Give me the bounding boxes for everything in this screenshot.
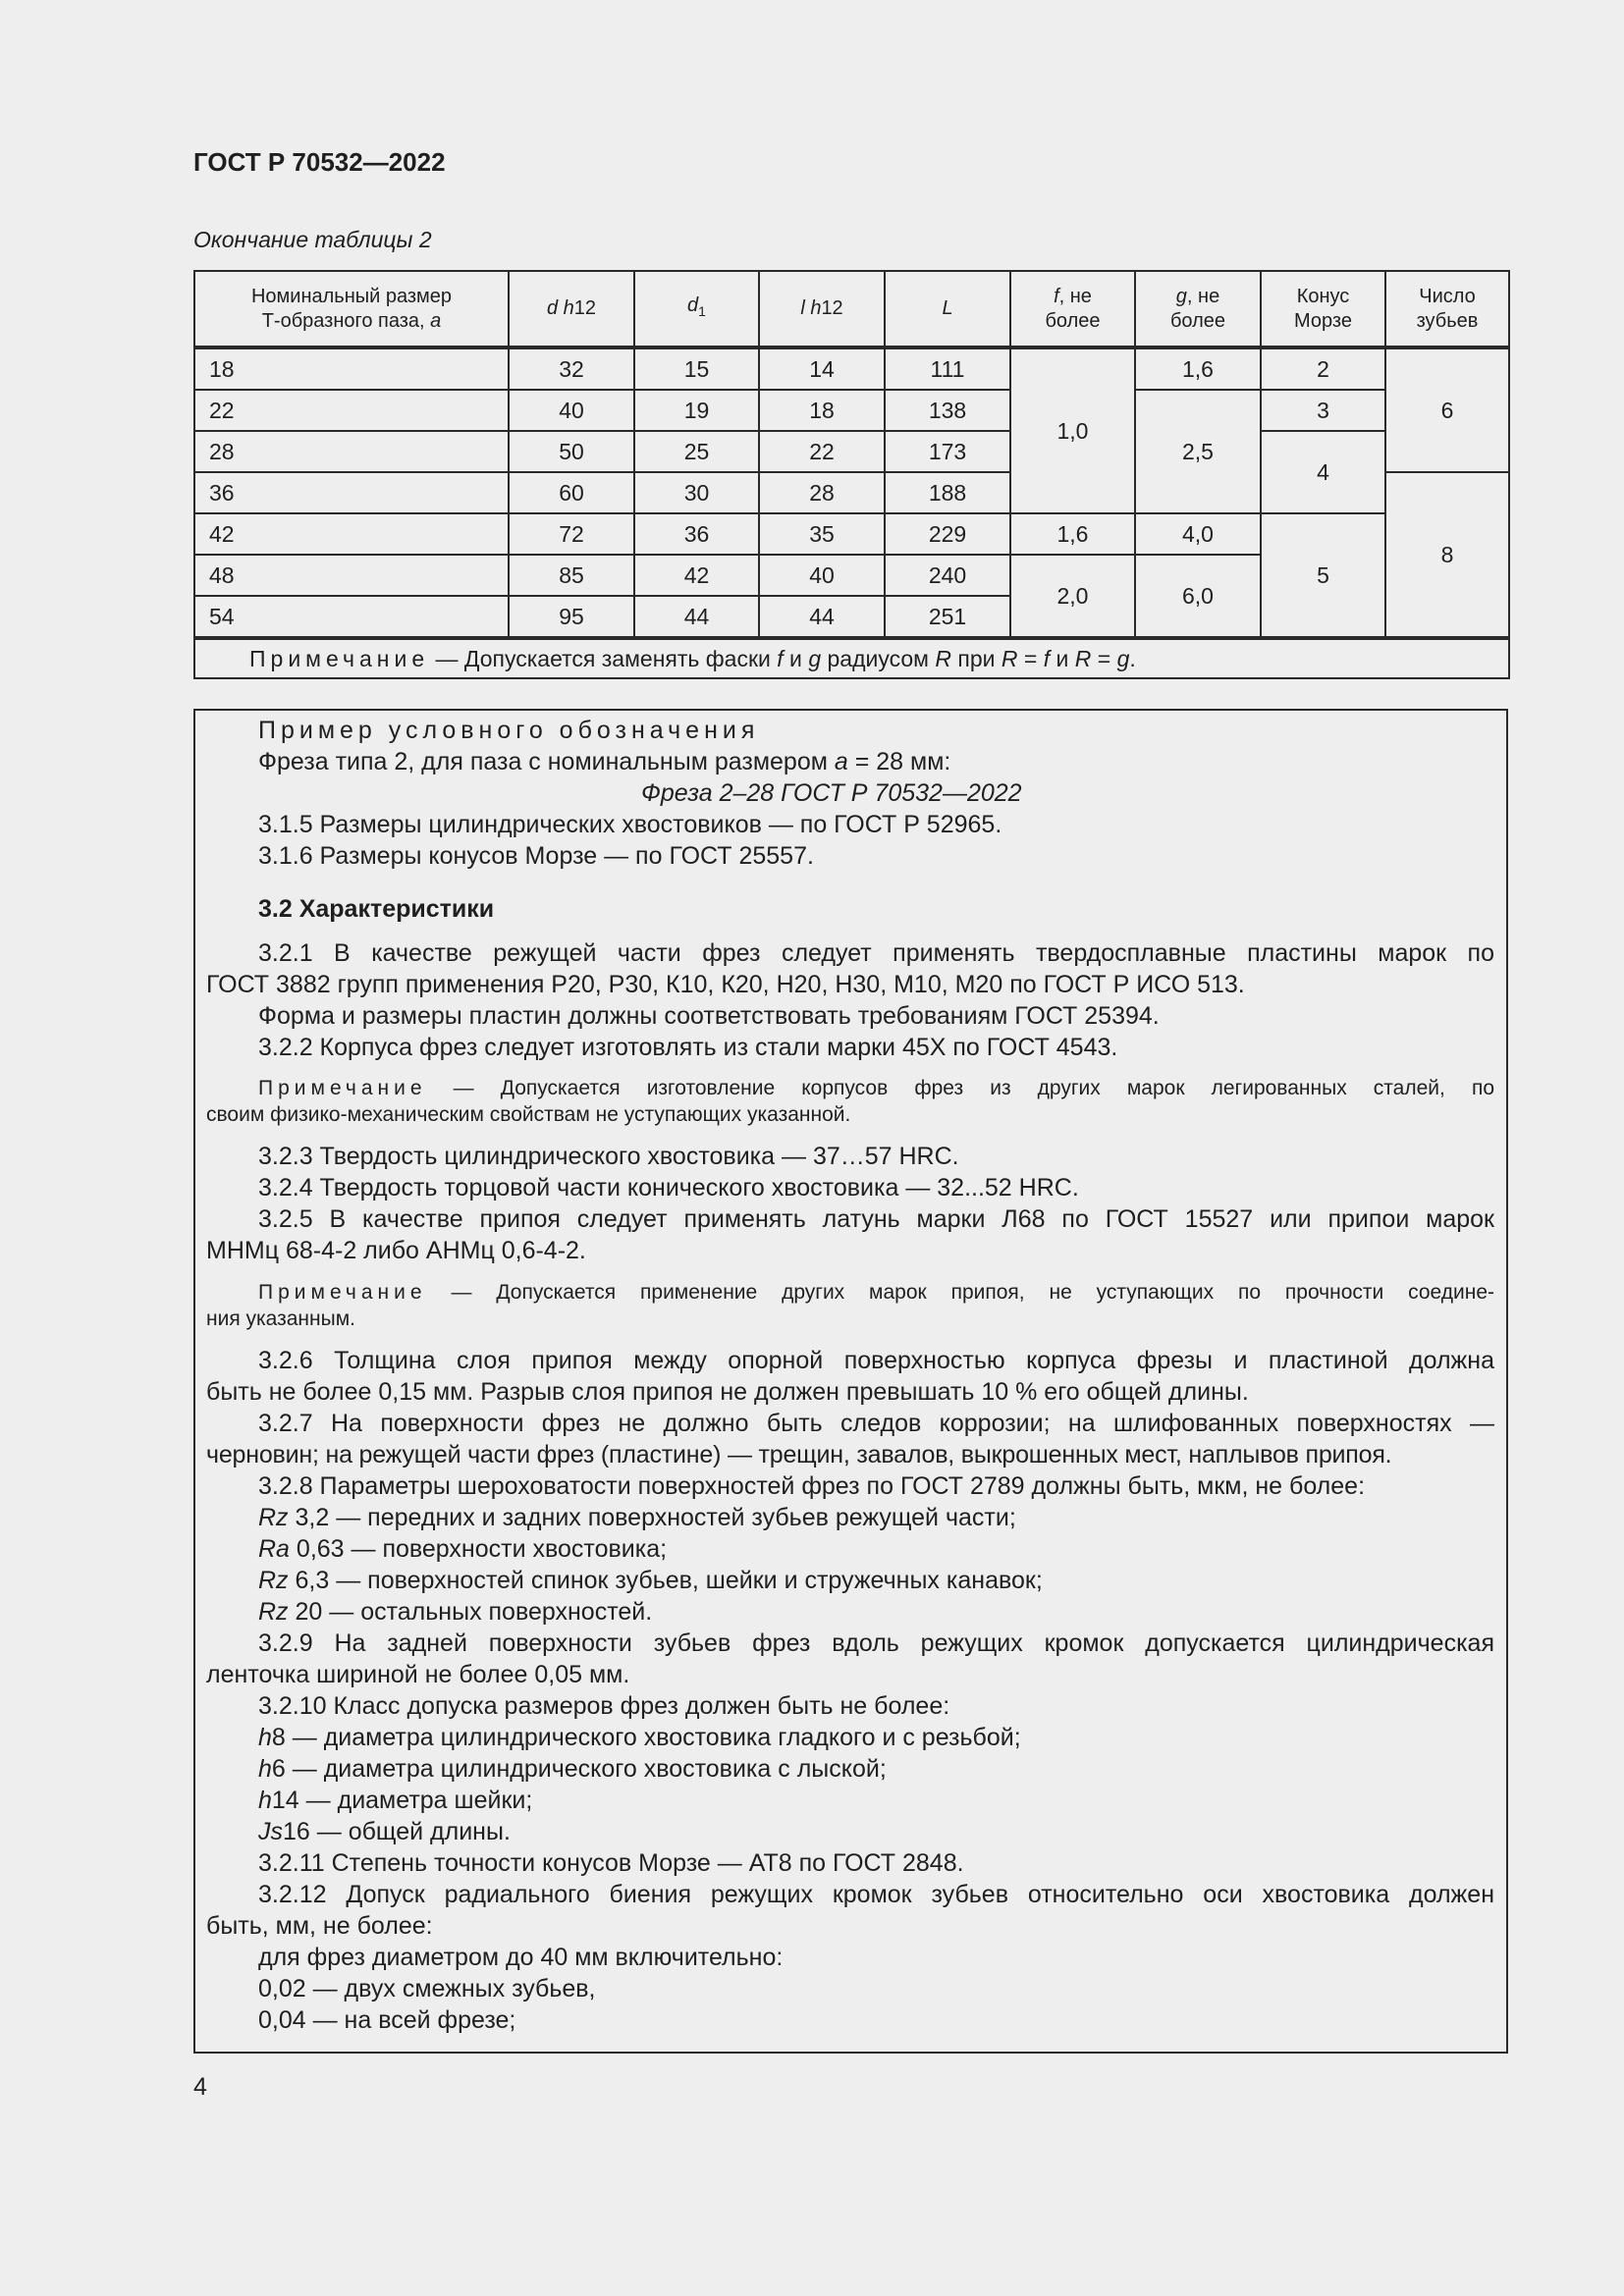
table-cell: 48 bbox=[194, 555, 509, 596]
table-cell-morse: 3 bbox=[1261, 390, 1385, 431]
data-table bbox=[193, 270, 1510, 679]
paragraph-3-2-5-line1: 3.2.5 В качестве припоя следует применять латунь марки Л68 по ГОСТ 15527 или припои марок bbox=[258, 1205, 1494, 1233]
table-cell: 22 bbox=[759, 431, 885, 472]
tolerance-item: h6 — диаметра цилиндрического хвостовика с лыской; bbox=[258, 1755, 887, 1783]
table-cell: 32 bbox=[509, 347, 634, 390]
roughness-item: Rz 20 — остальных поверхностей. bbox=[258, 1598, 653, 1626]
paragraph-3-2-12-line4: 0,02 — двух смежных зубьев, bbox=[258, 1975, 596, 2002]
note-1-line1: Примечание — Допускается изготовление корпусов фрез из других марок легированных сталей, по bbox=[258, 1077, 1494, 1099]
tolerance-item: Js16 — общей длины. bbox=[258, 1818, 511, 1845]
paragraph-3-2-12-line5: 0,04 — на всей фрезе; bbox=[258, 2006, 516, 2034]
paragraph-3-2-8: 3.2.8 Параметры шероховатости поверхностей фрез по ГОСТ 2789 должны быть, мкм, не более: bbox=[258, 1472, 1366, 1500]
table-cell: 19 bbox=[634, 390, 759, 431]
table-cell-f: 1,6 bbox=[1010, 513, 1135, 555]
col-header-d: d h12 bbox=[509, 271, 634, 347]
table-cell: 42 bbox=[634, 555, 759, 596]
col-header-slot-size: Номинальный размер Т-образного паза, a bbox=[194, 271, 509, 347]
paragraph-3-2-6-line2: быть не более 0,15 мм. Разрыв слоя припоя не должен превышать 10 % его общей длины. bbox=[206, 1378, 1249, 1406]
table-cell: 30 bbox=[634, 472, 759, 513]
table-cell-morse: 5 bbox=[1261, 513, 1385, 638]
table-cell: 15 bbox=[634, 347, 759, 390]
note-1-line2: своим физико-механическим свойствам не уступающих указанной. bbox=[206, 1103, 851, 1126]
table-cell-g: 1,6 bbox=[1135, 347, 1261, 390]
table-cell: 229 bbox=[885, 513, 1010, 555]
note-2-line2: ния указанным. bbox=[206, 1308, 355, 1330]
table-cell: 50 bbox=[509, 431, 634, 472]
table-cell: 72 bbox=[509, 513, 634, 555]
paragraph-3-2-12-line3: для фрез диаметром до 40 мм включительно: bbox=[258, 1944, 784, 1971]
paragraph-3-2-1-line3: Форма и размеры пластин должны соответствовать требованиям ГОСТ 25394. bbox=[258, 1002, 1160, 1030]
paragraph-3-2-2: 3.2.2 Корпуса фрез следует изготовлять из стали марки 45Х по ГОСТ 4543. bbox=[258, 1034, 1118, 1061]
paragraph-3-2-12-line2: быть, мм, не более: bbox=[206, 1912, 433, 1940]
table-cell-g: 6,0 bbox=[1135, 555, 1261, 638]
paragraph-3-2-1-line1: 3.2.1 В качестве режущей части фрез следует применять твердосплавные пластины марок по bbox=[258, 939, 1494, 967]
table-cell: 188 bbox=[885, 472, 1010, 513]
table-cell: 22 bbox=[194, 390, 509, 431]
table-cell: 251 bbox=[885, 596, 1010, 638]
paragraph-3-2-10: 3.2.10 Класс допуска размеров фрез должен быть не более: bbox=[258, 1692, 950, 1720]
paragraph-3-2-7-line1: 3.2.7 На поверхности фрез не должно быть следов коррозии; на шлифованных поверхностях — bbox=[258, 1410, 1494, 1437]
table-cell: 18 bbox=[759, 390, 885, 431]
paragraph-3-2-3: 3.2.3 Твердость цилиндрического хвостовика — 37…57 HRC. bbox=[258, 1143, 959, 1170]
table-cell: 35 bbox=[759, 513, 885, 555]
paragraph-3-1-5: 3.1.5 Размеры цилиндрических хвостовиков — по ГОСТ Р 52965. bbox=[258, 811, 1002, 838]
table-cell-f: 2,0 bbox=[1010, 555, 1135, 638]
table-cell: 42 bbox=[194, 513, 509, 555]
table-cell: 28 bbox=[759, 472, 885, 513]
table-cell: 85 bbox=[509, 555, 634, 596]
paragraph-3-2-5-line2: МНМц 68-4-2 либо АНМц 0,6-4-2. bbox=[206, 1237, 586, 1264]
table-cell: 14 bbox=[759, 347, 885, 390]
table-cell-f: 1,0 bbox=[1010, 347, 1135, 513]
col-header-f: f, не более bbox=[1010, 271, 1135, 347]
table-cell: 28 bbox=[194, 431, 509, 472]
col-header-teeth: Число зубьев bbox=[1385, 271, 1509, 347]
paragraph-3-2-4: 3.2.4 Твердость торцовой части конического хвостовика — 32...52 HRC. bbox=[258, 1174, 1079, 1201]
table-caption: Окончание таблицы 2 bbox=[193, 227, 432, 252]
section-heading-3-2: 3.2 Характеристики bbox=[258, 895, 495, 923]
table-cell: 44 bbox=[634, 596, 759, 638]
table-row bbox=[194, 347, 1509, 390]
table-row bbox=[194, 431, 1509, 472]
roughness-item: Ra 0,63 — поверхности хвостовика; bbox=[258, 1535, 668, 1563]
document-header: ГОСТ Р 70532—2022 bbox=[193, 147, 446, 177]
table-cell-g: 4,0 bbox=[1135, 513, 1261, 555]
table-cell: 111 bbox=[885, 347, 1010, 390]
table-cell: 95 bbox=[509, 596, 634, 638]
paragraph-3-2-6-line1: 3.2.6 Толщина слоя припоя между опорной поверхностью корпуса фрезы и пластиной должна bbox=[258, 1347, 1494, 1374]
paragraph-3-2-9-line1: 3.2.9 На задней поверхности зубьев фрез вдоль режущих кромок допускается цилиндрическая bbox=[258, 1629, 1494, 1657]
col-header-l: l h12 bbox=[759, 271, 885, 347]
example-title: Пример условного обозначения bbox=[258, 717, 760, 744]
paragraph-3-2-1-line2: ГОСТ 3882 групп применения Р20, Р30, К10, К20, Н20, Н30, М10, М20 по ГОСТ Р ИСО 513. bbox=[206, 971, 1245, 998]
table-cell-teeth: 6 bbox=[1385, 347, 1509, 472]
example-designation: Фреза 2–28 ГОСТ Р 70532—2022 bbox=[641, 779, 1022, 807]
table-cell: 36 bbox=[194, 472, 509, 513]
table-cell: 36 bbox=[634, 513, 759, 555]
table-cell: 25 bbox=[634, 431, 759, 472]
table-cell: 173 bbox=[885, 431, 1010, 472]
table-cell-teeth: 8 bbox=[1385, 472, 1509, 638]
table-cell: 240 bbox=[885, 555, 1010, 596]
paragraph-3-2-12-line1: 3.2.12 Допуск радиального биения режущих кромок зубьев относительно оси хвостовика должен bbox=[258, 1881, 1494, 1908]
table-cell: 40 bbox=[759, 555, 885, 596]
example-text: Фреза типа 2, для паза с номинальным размером a = 28 мм: bbox=[258, 748, 951, 775]
col-header-d1: $d_1$ bbox=[634, 271, 759, 347]
table-cell-morse: 2 bbox=[1261, 347, 1385, 390]
col-header-L: L bbox=[885, 271, 1010, 347]
paragraph-3-1-6: 3.1.6 Размеры конусов Морзе — по ГОСТ 25557. bbox=[258, 842, 814, 870]
table-row bbox=[194, 513, 1509, 555]
tolerance-item: h8 — диаметра цилиндрического хвостовика гладкого и с резьбой; bbox=[258, 1724, 1021, 1751]
page-number: 4 bbox=[193, 2073, 207, 2101]
table-cell-morse: 4 bbox=[1261, 431, 1385, 513]
col-header-g: g, не более bbox=[1135, 271, 1261, 347]
note-2-line1: Примечание — Допускается применение других марок припоя, не уступающих по прочности соедине- bbox=[258, 1281, 1494, 1304]
table-cell-g: 2,5 bbox=[1135, 390, 1261, 513]
table-cell: 60 bbox=[509, 472, 634, 513]
roughness-item: Rz 6,3 — поверхностей спинок зубьев, шейки и стружечных канавок; bbox=[258, 1567, 1043, 1594]
paragraph-3-2-9-line2: ленточка шириной не более 0,05 мм. bbox=[206, 1661, 630, 1688]
table-cell: 40 bbox=[509, 390, 634, 431]
table-cell: 54 bbox=[194, 596, 509, 638]
paragraph-3-2-11: 3.2.11 Степень точности конусов Морзе — АТ8 по ГОСТ 2848. bbox=[258, 1849, 964, 1877]
table-cell: 44 bbox=[759, 596, 885, 638]
table-note: Примечание — Допускается заменять фаски f и g радиусом R при R = f и R = g. bbox=[194, 638, 1509, 678]
tolerance-item: h14 — диаметра шейки; bbox=[258, 1787, 533, 1814]
paragraph-3-2-7-line2: черновин; на режущей части фрез (пластине) — трещин, завалов, выкрошенных мест, наплывов припоя. bbox=[206, 1441, 1392, 1468]
table-note-row bbox=[194, 638, 1509, 678]
table-cell: 18 bbox=[194, 347, 509, 390]
table-cell: 138 bbox=[885, 390, 1010, 431]
table-row bbox=[194, 390, 1509, 431]
roughness-item: Rz 3,2 — передних и задних поверхностей зубьев режущей части; bbox=[258, 1504, 1016, 1531]
col-header-morse: Конус Морзе bbox=[1261, 271, 1385, 347]
